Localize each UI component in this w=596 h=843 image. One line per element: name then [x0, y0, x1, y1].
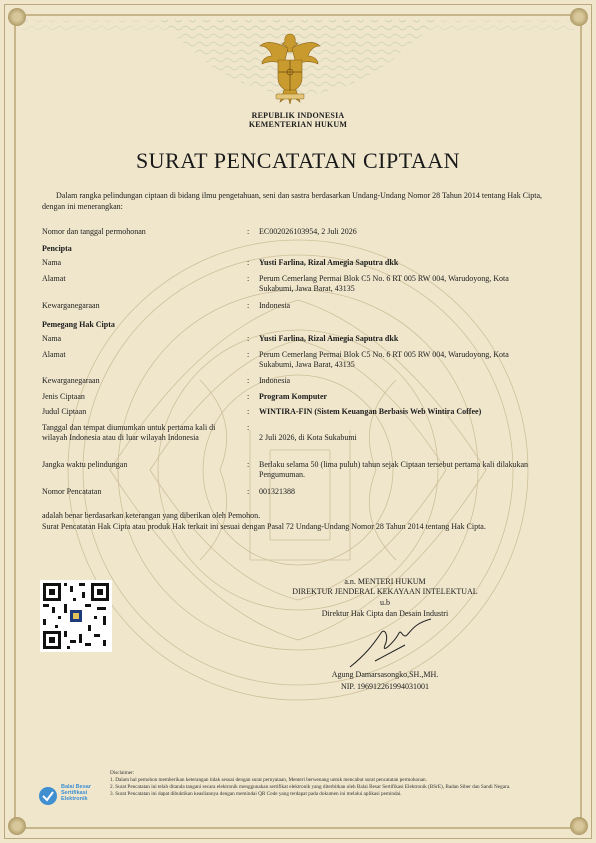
- closing-line-1: adalah benar berdasarkan keterangan yang diberikan oleh Pemohon.: [42, 511, 261, 520]
- pemegang-name-value: Yusti Farlina, Rizal Amegia Saputra dkk: [259, 334, 399, 343]
- disclaimer-item: 2. Surat Pencatatan ini telah ditanda tangani secara elektronik menggunakan sertifikat elektronik yang diterbitkan oleh Balai Besar Sertifikasi Elektronik (BSrE), Badan Siber dan Sandi Negara.: [110, 784, 511, 790]
- disclaimer: [110, 770, 558, 798]
- closing-line-2: Surat Pencatatan Hak Cipta atau produk Hak terkait ini sesuai dengan Pasal 72 Undang-Undang Nomor 28 Tahun 2014 tentang Hak Cipta.: [42, 522, 486, 531]
- bsre-line-3: Elektronik: [61, 796, 88, 802]
- bsre-logo: [38, 784, 98, 808]
- header-republic: REPUBLIK INDONESIA: [251, 111, 345, 120]
- work-title-label: Judul Ciptaan: [42, 407, 87, 416]
- sign-nip: NIP. 196912261994031001: [340, 682, 429, 691]
- pemegang-nationality-value: Indonesia: [259, 376, 291, 385]
- work-title-row: Judul Ciptaan : WINTIRA-FIN (Sistem Keuangan Berbasis Web Wintira Coffee): [42, 407, 554, 419]
- pencipta-nationality-value: Indonesia: [259, 301, 291, 310]
- header-ministry: KEMENTERIAN HUKUM: [248, 120, 348, 129]
- pencipta-address-label: Alamat: [42, 274, 66, 283]
- work-title-value: WINTIRA-FIN (Sistem Keuangan Berbasis Web Wintira Coffee): [259, 407, 482, 416]
- garuda-emblem-icon: [258, 28, 322, 108]
- pemegang-nationality-label: Kewarganegaraan: [42, 376, 100, 385]
- bsre-emblem-icon: [38, 786, 58, 806]
- closing-statement: [42, 510, 554, 532]
- record-number-row: Nomor Pencatatan : 001321388: [42, 487, 554, 499]
- pemegang-address-value: Perum Cemerlang Permai Blok C5 No. 6 RT 005 RW 004, Warudoyong, Kota Sukabumi, Jawa Barat, 43135: [259, 350, 509, 369]
- application-value: EC002026103954, 2 Juli 2026: [259, 227, 357, 236]
- sign-director-general: DIREKTUR JENDERAL KEKAYAAN INTELEKTUAL: [292, 587, 478, 596]
- record-number-label: Nomor Pencatatan: [42, 487, 102, 496]
- disclaimer-item: 1. Dalam hal pemohon memberikan keterangan tidak sesuai dengan surat pernyataan, Menteri berwenang untuk mencabut surat pencatatan permohonan.: [110, 777, 427, 783]
- disclaimer-heading: Disclaimer:: [110, 770, 135, 776]
- work-type-label: Jenis Ciptaan: [42, 392, 85, 401]
- work-type-row: Jenis Ciptaan : Program Komputer: [42, 392, 554, 404]
- pencipta-nationality-row: Kewarganegaraan : Indonesia: [42, 301, 554, 313]
- sign-ub: u.b: [380, 598, 390, 607]
- pencipta-name-label: Nama: [42, 258, 62, 267]
- pemegang-name-row: Nama : Yusti Farlina, Rizal Amegia Saputra dkk: [42, 334, 554, 346]
- sign-name: Agung Damarsasongko,SH.,MH.: [331, 670, 439, 679]
- work-period-row: Jangka waktu pelindungan : Berlaku selama 50 (lima puluh) tahun sejak Ciptaan tersebut pertama kali dilakukan Pengumuman.: [42, 460, 554, 482]
- record-number-value: 001321388: [259, 487, 295, 496]
- pencipta-name-row: Nama : Yusti Farlina, Rizal Amegia Saputra dkk: [42, 258, 554, 270]
- work-published-label: Tanggal dan tempat diumumkan untuk pertama kali di wilayah Indonesia atau di luar wilayah Indonesia: [42, 423, 216, 442]
- intro-paragraph: Dalam rangka pelindungan ciptaan di bidang ilmu pengetahuan, seni dan sastra berdasarkan Undang-Undang Nomor 28 Tahun 2014 tentang Hak Cipta, dengan ini menerangkan:: [42, 191, 543, 211]
- pencipta-heading: Pencipta: [42, 244, 72, 253]
- pencipta-address-row: Alamat : Perum Cemerlang Permai Blok C5 No. 6 RT 005 RW 004, Warudoyong, Kota Sukabumi, Jawa Barat, 43135: [42, 274, 509, 293]
- document-title: SURAT PENCATATAN CIPTAAN: [135, 148, 461, 173]
- work-published-row: Tanggal dan tempat diumumkan untuk pertama kali di wilayah Indonesia atau di luar wilayah Indonesia : 2 Juli 2026, di Kota Sukabumi: [42, 423, 554, 455]
- application-row: Nomor dan tanggal permohonan : EC002026103954, 2 Juli 2026: [42, 227, 554, 239]
- pemegang-address-label: Alamat: [42, 350, 66, 359]
- pemegang-heading: Pemegang Hak Cipta: [42, 320, 115, 329]
- bsre-line-1: Balai Besar: [61, 784, 91, 790]
- work-period-label: Jangka waktu pelindungan: [42, 460, 128, 469]
- application-label: Nomor dan tanggal permohonan: [42, 227, 146, 236]
- pemegang-nationality-row: Kewarganegaraan : Indonesia: [42, 376, 554, 388]
- pemegang-name-label: Nama: [42, 334, 62, 343]
- handwritten-signature-icon: [345, 615, 455, 675]
- disclaimer-item: 3. Surat Pencatatan ini dapat dibuktikan keasliannya dengan memindai QR Code yang terdapat pada dokumen ini melalui aplikasi pemindai.: [110, 791, 402, 797]
- sign-director: Direktur Hak Cipta dan Desain Industri: [321, 609, 449, 618]
- pencipta-nationality-label: Kewarganegaraan: [42, 301, 100, 310]
- work-published-value: 2 Juli 2026, di Kota Sukabumi: [259, 433, 357, 442]
- bsre-line-2: Sertifikasi: [61, 790, 88, 796]
- work-period-value: Berlaku selama 50 (lima puluh) tahun sejak Ciptaan tersebut pertama kali dilakukan Pengumuman.: [259, 460, 529, 479]
- qr-code-icon[interactable]: [40, 580, 112, 652]
- pencipta-address-value: Perum Cemerlang Permai Blok C5 No. 6 RT 005 RW 004, Warudoyong, Kota Sukabumi, Jawa Barat, 43135: [259, 274, 509, 293]
- pencipta-name-value: Yusti Farlina, Rizal Amegia Saputra dkk: [259, 258, 399, 267]
- work-type-value: Program Komputer: [259, 392, 328, 401]
- pemegang-address-row: Alamat : Perum Cemerlang Permai Blok C5 No. 6 RT 005 RW 004, Warudoyong, Kota Sukabumi, Jawa Barat, 43135: [42, 350, 509, 369]
- sign-on-behalf: a.n. MENTERI HUKUM: [344, 577, 426, 586]
